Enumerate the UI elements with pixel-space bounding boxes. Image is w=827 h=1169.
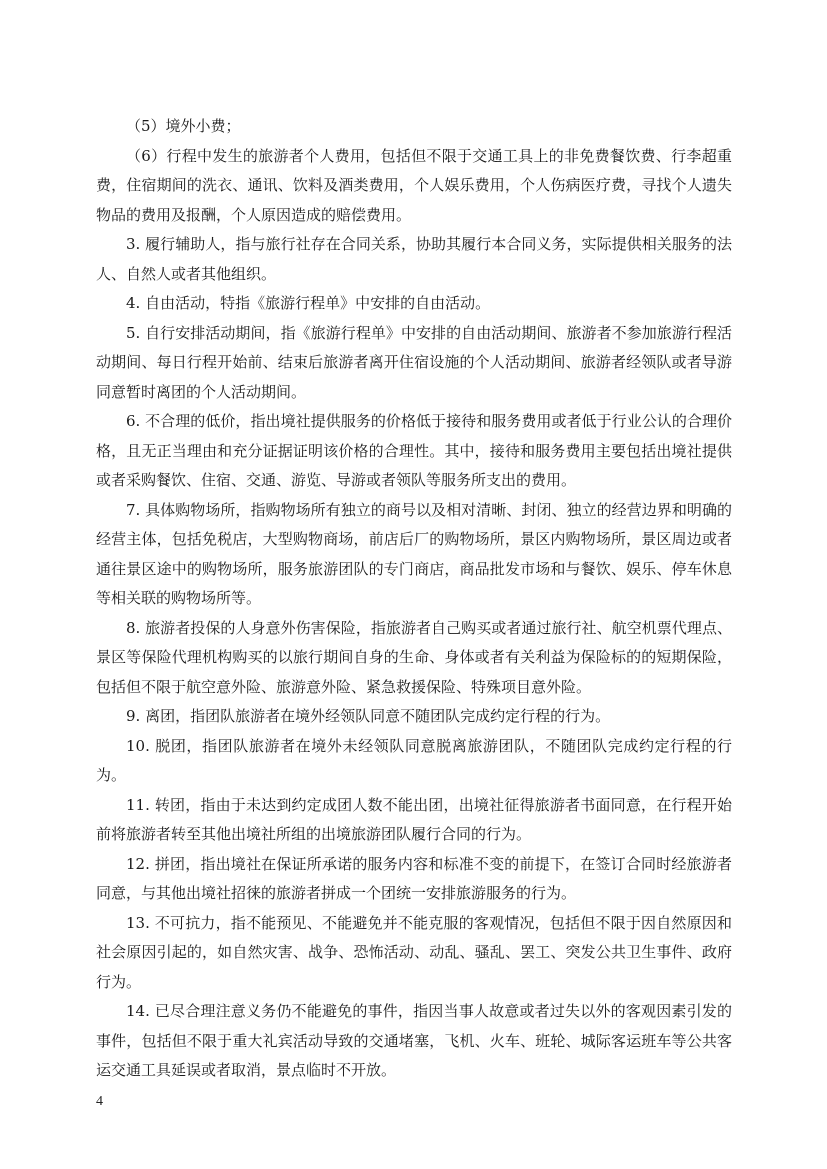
paragraph-accident-insurance: 8. 旅游者投保的人身意外伤害保险，指旅游者自己购买或者通过旅行社、航空机票代理点、景区等保险代理机构购买的以旅行期间自身的生命、身体或者有关利益为保险标的的短期保险，包括但不限于航空意外险、旅游意外险、紧急救援保险、特殊项目意外险。: [96, 618, 732, 696]
paragraph-self-arranged-period: 5. 自行安排活动期间，指《旅游行程单》中安排的自由活动期间、旅游者不参加旅游行程活动期间、每日行程开始前、结束后旅游者离开住宿设施的个人活动期间、旅游者经领队或者导游同意暂时离团的个人活动期间。: [96, 323, 732, 401]
paragraph-detach-group: 10. 脱团，指团队旅游者在境外未经领队同意脱离旅游团队，不随团队完成约定行程的行为。: [96, 736, 732, 784]
paragraph-personal-expenses: （6）行程中发生的旅游者个人费用，包括但不限于交通工具上的非免费餐饮费、行李超重费，住宿期间的洗衣、通讯、饮料及酒类费用，个人娱乐费用，个人伤病医疗费，寻找个人遗失物品的费用及报酬，个人原因造成的赔偿费用。: [96, 146, 732, 224]
paragraph-force-majeure: 13. 不可抗力，指不能预见、不能避免并不能克服的客观情况，包括但不限于因自然原因和社会原因引起的，如自然灾害、战争、恐怖活动、动乱、骚乱、罢工、突发公共卫生事件、政府行为。: [96, 913, 732, 991]
paragraph-unreasonable-low-price: 6. 不合理的低价，指出境社提供服务的价格低于接待和服务费用或者低于行业公认的合理价格，且无正当理由和充分证据证明该价格的合理性。其中，接待和服务费用主要包括出境社提供或者采购餐饮、住宿、交通、游览、导游或者领队等服务所支出的费用。: [96, 412, 732, 489]
paragraph-shopping-venue: 7. 具体购物场所，指购物场所有独立的商号以及相对清晰、封闭、独立的经营边界和明确的经营主体，包括免税店，大型购物商场，前店后厂的购物场所，景区内购物场所，景区周边或者通往景区途中的购物场所，服务旅游团队的专门商店，商品批发市场和与餐饮、娱乐、停车休息等相关联的购物场所等。: [96, 500, 732, 607]
paragraph-transfer-group: 11. 转团，指由于未达到约定成团人数不能出团，出境社征得旅游者书面同意，在行程开始前将旅游者转至其他出境社所组的出境旅游团队履行合同的行为。: [96, 795, 732, 843]
paragraph-free-activity: 4. 自由活动，特指《旅游行程单》中安排的自由活动。: [126, 294, 491, 312]
page-number: 4: [96, 1094, 103, 1109]
paragraph-auxiliary-performer: 3. 履行辅助人，指与旅行社存在合同关系，协助其履行本合同义务，实际提供相关服务的法人、自然人或者其他组织。: [96, 235, 732, 283]
paragraph-combined-group: 12. 拼团，指出境社在保证所承诺的服务内容和标准不变的前提下，在签订合同时经旅游者同意，与其他出境社招徕的旅游者拼成一个团统一安排旅游服务的行为。: [96, 854, 732, 902]
paragraph-unavoidable-events: 14. 已尽合理注意义务仍不能避免的事件，指因当事人故意或者过失以外的客观因素引发的事件，包括但不限于重大礼宾活动导致的交通堵塞，飞机、火车、班轮、城际客运班车等公共客运交通工具延误或者取消，景点临时不开放。: [96, 1002, 732, 1079]
paragraph-overseas-tips: （5）境外小费；: [126, 117, 241, 135]
paragraph-leave-group: 9. 离团，指团队旅游者在境外经领队同意不随团队完成约定行程的行为。: [126, 707, 611, 725]
body-text: [96, 112, 732, 1086]
